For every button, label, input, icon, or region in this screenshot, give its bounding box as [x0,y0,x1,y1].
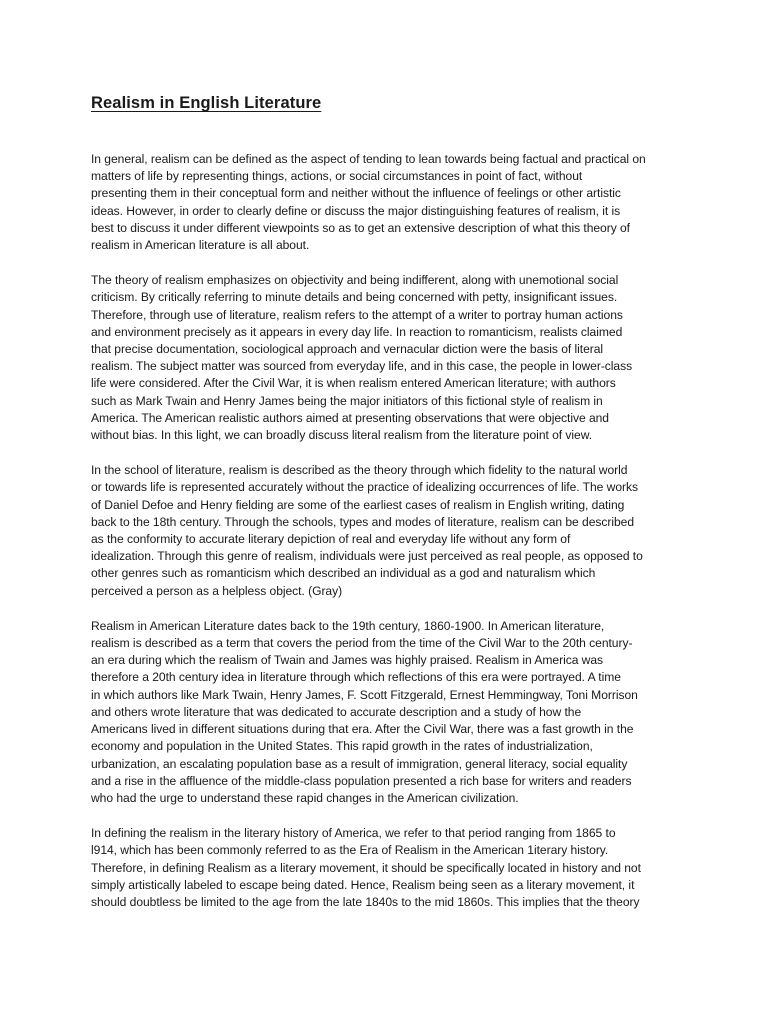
text-line: simply artistically labeled to escape being dated. Hence, Realism being seen as a literary movement, it [91,877,635,892]
text-line: or towards life is represented accurately without the practice of idealizing occurrences of life. The works [91,480,638,495]
text-line: l914, which has been commonly referred to as the Era of Realism in the American 1iterary history. [91,843,609,858]
text-line: back to the 18th century. Through the schools, types and modes of literature, realism can be described [91,514,635,529]
text-line: who had the urge to understand these rapid changes in the American civilization. [91,790,519,805]
text-line: economy and population in the United States. This rapid growth in the rates of industrialization, [91,739,593,754]
text-line: without bias. In this light, we can broadly discuss literal realism from the literature point of view. [91,428,593,443]
text-line: presenting them in their conceptual form and neither without the influence of feelings or other artistic [91,186,621,201]
text-line: in which authors like Mark Twain, Henry James, F. Scott Fitzgerald, Ernest Hemmingway, Toni Morrison [91,687,638,702]
paragraph-5 [91,825,681,911]
text-line: Therefore, through use of literature, realism refers to the attempt of a writer to portray human actions [91,307,623,322]
text-line: as the conformity to accurate literary depiction of real and everyday life without any form of [91,532,571,547]
text-line: life were considered. After the Civil War, it is when realism entered American literature; with authors [91,376,616,391]
text-line: criticism. By critically referring to minute details and being concerned with petty, insignificant issues. [91,290,618,305]
text-line: other genres such as romanticism which described an individual as a god and naturalism which [91,566,596,581]
document-title: Realism in English Literature [91,94,322,112]
text-line: perceived a person as a helpless object. (Gray) [91,583,343,598]
paragraph-2 [91,272,681,444]
text-line: Americans lived in different situations during that era. After the Civil War, there was a fast growth in the [91,722,634,737]
text-line: best to discuss it under different viewpoints so as to get an extensive description of what this theory of [91,220,630,235]
text-line: idealization. Through this genre of realism, individuals were just perceived as real people, as opposed to [91,549,643,564]
text-line: realism. The subject matter was sourced from everyday life, and in this case, the people in lower-class [91,359,633,374]
text-line: therefore a 20th century idea in literature through which reflections of this era were portrayed. A time [91,670,621,685]
text-line: Therefore, in defining Realism as a literary movement, it should be specifically located in history and not [91,860,641,875]
paragraph-4 [91,618,681,807]
text-line: realism is described as a term that covers the period from the time of the Civil War to the 20th century- [91,636,633,651]
text-line: America. The American realistic authors aimed at presenting observations that were objective and [91,410,609,425]
text-line: and environment precisely as it appears in every day life. In reaction to romanticism, realists claimed [91,324,623,339]
text-line: In defining the realism in the literary history of America, we refer to that period ranging from 1865 to [91,826,616,841]
text-line: ideas. However, in order to clearly define or discuss the major distinguishing features of realism, it is [91,203,621,218]
text-line: realism in American literature is all about. [91,238,310,253]
text-line: In general, realism can be defined as the aspect of tending to lean towards being factual and practical on [91,152,646,166]
text-line: urbanization, an escalating population base as a result of immigration, general literacy, social equality [91,756,628,771]
text-line: of Daniel Defoe and Henry fielding are some of the earliest cases of realism in English writing, dating [91,497,625,512]
text-line: such as Mark Twain and Henry James being the major initiators of this fictional style of realism in [91,393,603,408]
text-line: matters of life by representing things, actions, or social circumstances in point of fact, without [91,169,583,184]
text-line: an era during which the realism of Twain and James was highly praised. Realism in America was [91,653,604,668]
text-line: Realism in American Literature dates back to the 19th century, 1860-1900. In American literature, [91,618,605,633]
text-line: and a rise in the affluence of the middle-class population presented a rich base for writers and readers [91,773,632,788]
paragraph-3 [91,462,681,600]
document-page [91,94,681,929]
text-line: and others wrote literature that was dedicated to accurate description and a study of how the [91,704,582,719]
text-line: In the school of literature, realism is described as the theory through which fidelity to the natural world [91,463,628,478]
text-line: that precise documentation, sociological approach and vernacular diction were the basis of literal [91,342,604,357]
text-line: The theory of realism emphasizes on objectivity and being indifferent, along with unemotional social [91,273,619,288]
paragraph-1 [91,151,681,254]
text-line: should doubtless be limited to the age from the late 1840s to the mid 1860s. This implies that the theory [91,894,640,909]
